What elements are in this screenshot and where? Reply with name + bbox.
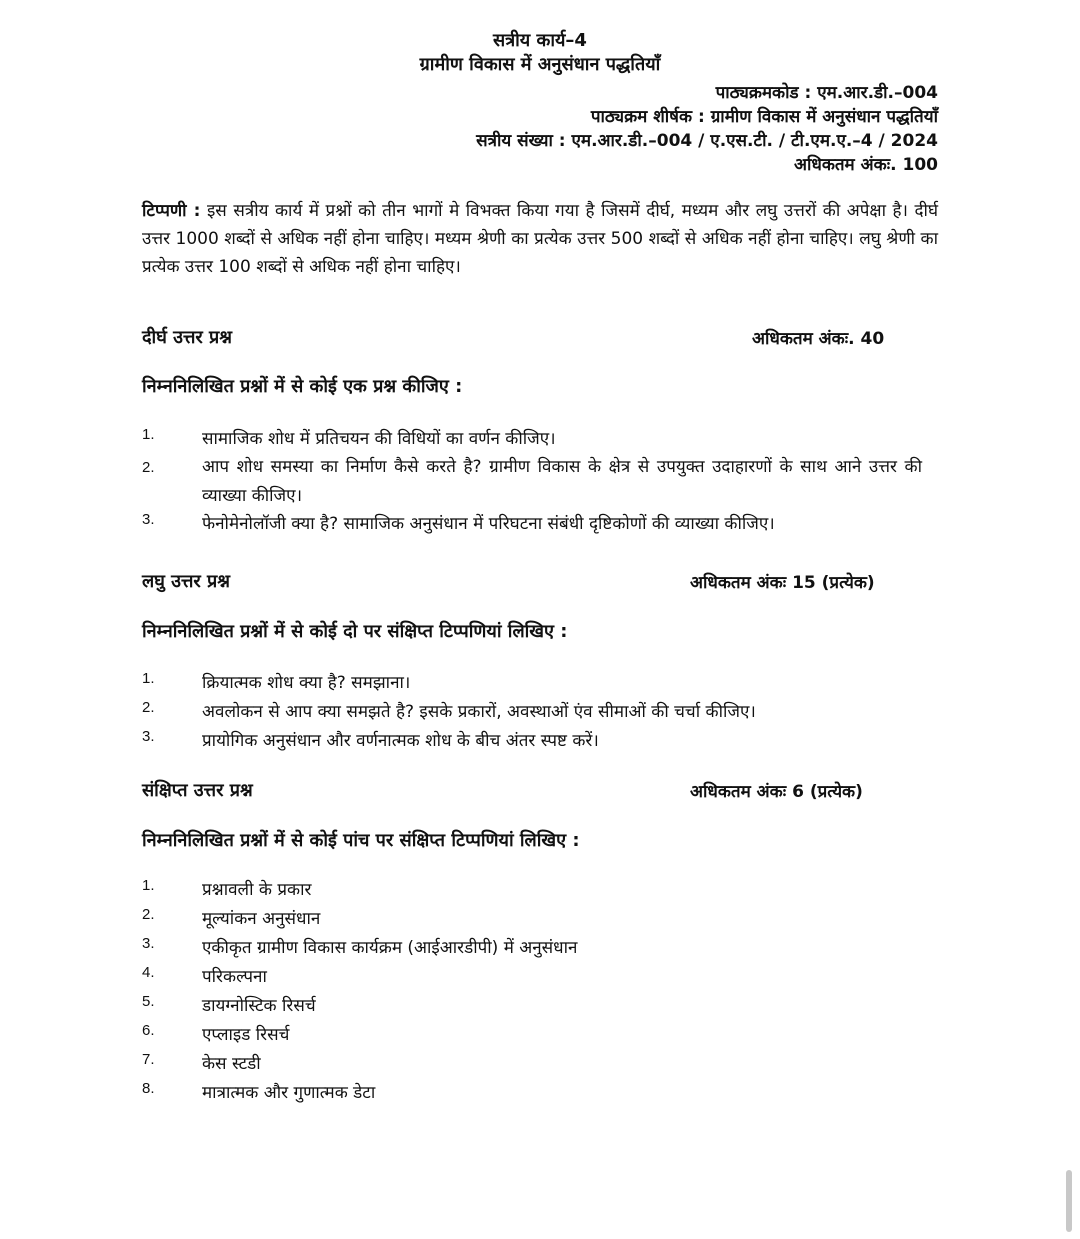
item-text: एप्लाइड रिसर्च — [202, 1025, 290, 1045]
list-item — [142, 1080, 922, 1109]
long-question-list — [142, 426, 922, 538]
item-text: मात्रात्मक और गुणात्मक डेटा — [202, 1083, 376, 1103]
list-item — [142, 906, 922, 935]
list-item — [142, 728, 922, 757]
list-item — [142, 877, 922, 906]
note-label: टिप्पणी : — [142, 201, 201, 221]
short-section-instruction: निम्ननिलिखित प्रश्नों में से कोई पांच पर संक्षिप्त टिप्पणियां लिखिए : — [142, 830, 580, 851]
item-number: 5. — [142, 993, 155, 1010]
list-item — [142, 453, 922, 511]
item-text: क्रियात्मक शोध क्या है? समझाना। — [202, 673, 411, 693]
item-number: 2. — [142, 699, 155, 716]
item-text: प्रायोगिक अनुसंधान और वर्णनात्मक शोध के बीच अंतर स्पष्ट करें। — [202, 731, 599, 751]
medium-section-marks: अधिकतम अंकः 15 (प्रत्येक) — [690, 573, 875, 593]
assignment-number: सत्रीय संख्या : एम.आर.डी.–004 / ए.एस.टी. / टी.एम.ए.–4 / 2024 — [476, 131, 938, 151]
list-item — [142, 1022, 922, 1051]
list-item — [142, 670, 922, 699]
item-number: 1. — [142, 426, 155, 443]
item-number: 3. — [142, 511, 155, 528]
item-text: केस स्टडी — [202, 1054, 261, 1074]
course-subtitle: ग्रामीण विकास में अनुसंधान पद्धतियाँ — [419, 54, 661, 75]
list-item — [142, 426, 922, 453]
list-item — [142, 1051, 922, 1080]
item-text: आप शोध समस्या का निर्माण कैसे करते है? ग्रामीण विकास के क्षेत्र से उपयुक्त उदाहारणों के साथ आने उत्तर की व्याख्या कीजिए। — [202, 457, 922, 506]
medium-section-title: लघु उत्तर प्रश्न — [142, 571, 231, 592]
item-number: 3. — [142, 935, 155, 952]
list-item — [142, 935, 922, 964]
assignment-title: सत्रीय कार्य–4 — [493, 30, 587, 51]
course-code: पाठ्यक्रमकोड : एम.आर.डी.–004 — [715, 83, 938, 103]
list-item — [142, 699, 922, 728]
long-section-marks: अधिकतम अंकः. 40 — [752, 329, 885, 349]
note-paragraph — [142, 197, 938, 281]
list-item — [142, 964, 922, 993]
course-title: पाठ्यक्रम शीर्षक : ग्रामीण विकास में अनुसंधान पद्धतियाँ — [590, 107, 938, 127]
medium-question-list — [142, 670, 922, 757]
item-text: डायग्नोस्टिक रिसर्च — [202, 996, 316, 1016]
vertical-scrollbar[interactable] — [1066, 1170, 1072, 1232]
short-section-title: संक्षिप्त उत्तर प्रश्न — [142, 780, 253, 801]
short-section-marks: अधिकतम अंकः 6 (प्रत्येक) — [690, 782, 863, 802]
item-number: 6. — [142, 1022, 155, 1039]
medium-section-instruction: निम्ननिलिखित प्रश्नों में से कोई दो पर संक्षिप्त टिप्पणियां लिखिए : — [142, 621, 568, 642]
item-text: अवलोकन से आप क्या समझते है? इसके प्रकारों, अवस्थाओं एंव सीमाओं की चर्चा कीजिए। — [202, 702, 756, 722]
list-item — [142, 993, 922, 1022]
item-number: 3. — [142, 728, 155, 745]
item-number: 2. — [142, 459, 155, 476]
item-number: 1. — [142, 877, 155, 894]
item-number: 2. — [142, 906, 155, 923]
long-section-instruction: निम्ननिलिखित प्रश्नों में से कोई एक प्रश्न कीजिए : — [142, 376, 463, 397]
long-section-title: दीर्घ उत्तर प्रश्न — [142, 327, 233, 348]
item-number: 4. — [142, 964, 155, 981]
item-text: प्रश्नावली के प्रकार — [202, 880, 312, 900]
list-item — [142, 511, 922, 538]
item-number: 7. — [142, 1051, 155, 1068]
item-text: सामाजिक शोध में प्रतिचयन की विधियों का वर्णन कीजिए। — [202, 429, 556, 449]
item-text: फेनोमेनोलॉजी क्या है? सामाजिक अनुसंधान में परिघटना संबंधी दृष्टिकोणों की व्याख्या कीजिए। — [202, 514, 775, 534]
item-text: एकीकृत ग्रामीण विकास कार्यक्रम (आईआरडीपी) में अनुसंधान — [202, 938, 578, 958]
short-question-list — [142, 877, 922, 1109]
max-marks-total: अधिकतम अंकः. 100 — [793, 155, 938, 175]
item-text: मूल्यांकन अनुसंधान — [202, 909, 321, 929]
item-number: 1. — [142, 670, 155, 687]
item-number: 8. — [142, 1080, 155, 1097]
note-text: इस सत्रीय कार्य में प्रश्नों को तीन भागों मे विभक्त किया गया है जिसमें दीर्घ, मध्यम और लघु उत्तरों की अपेक्षा है। दीर्घ उत्तर 1000 शब्दों से अधिक नहीं होना चाहिए। मध्यम श्रेणी का प्रत्येक उत्तर 500 शब्दों से अधिक नहीं होना चाहिए। लघु श्रेणी का प्रत्येक उत्तर 100 शब्दों से अधिक नहीं होना चाहिए। — [142, 201, 939, 277]
item-text: परिकल्पना — [202, 967, 267, 987]
